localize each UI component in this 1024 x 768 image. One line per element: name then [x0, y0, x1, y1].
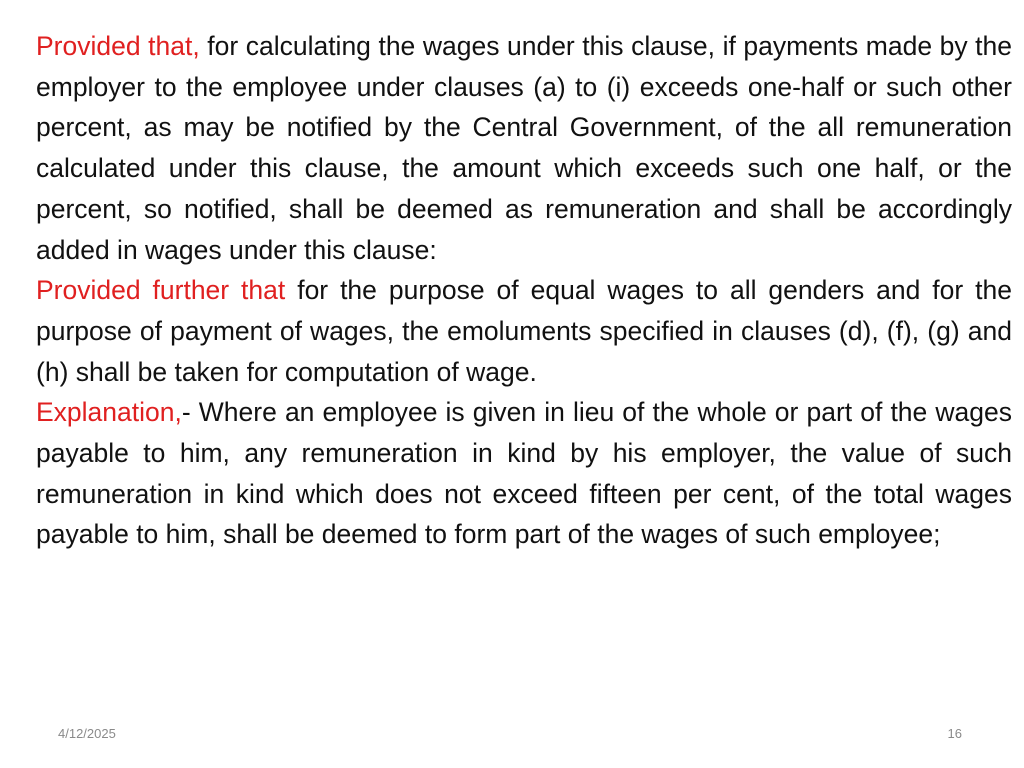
- further-proviso-lead: Provided further that: [36, 275, 286, 306]
- proviso-text: for calculating the wages under this clause, if payments made by the employer to the employee under clauses (a) to (i) exceeds one-half or such other percent, as may be notified by the Central Government, of the all remuneration calculated under this clause, the amount which exceeds such one half, or the percent, so notified, shall be deemed as remuneration and shall be accordingly added in wages under this clause:: [36, 31, 1012, 265]
- explanation-paragraph: [36, 392, 1012, 555]
- further-proviso-paragraph: [36, 270, 1012, 392]
- further-proviso-text: for the purpose of equal wages to all genders and for the purpose of payment of wages, the emoluments specified in clauses (d), (f), (g) and (h) shall be taken for computation of wage.: [36, 275, 1012, 387]
- footer-date: 4/12/2025: [58, 726, 116, 741]
- explanation-text: - Where an employee is given in lieu of the whole or part of the wages payable to him, any remuneration in kind by his employer, the value of such remuneration in kind which does not exceed fifteen per cent, of the total wages payable to him, shall be deemed to form part of the wages of such employee;: [36, 397, 1012, 550]
- proviso-paragraph: [36, 26, 1012, 270]
- proviso-lead: Provided that,: [36, 31, 200, 61]
- slide-body: [36, 26, 1012, 555]
- explanation-lead: Explanation,: [36, 397, 182, 428]
- page-number: 16: [947, 726, 962, 741]
